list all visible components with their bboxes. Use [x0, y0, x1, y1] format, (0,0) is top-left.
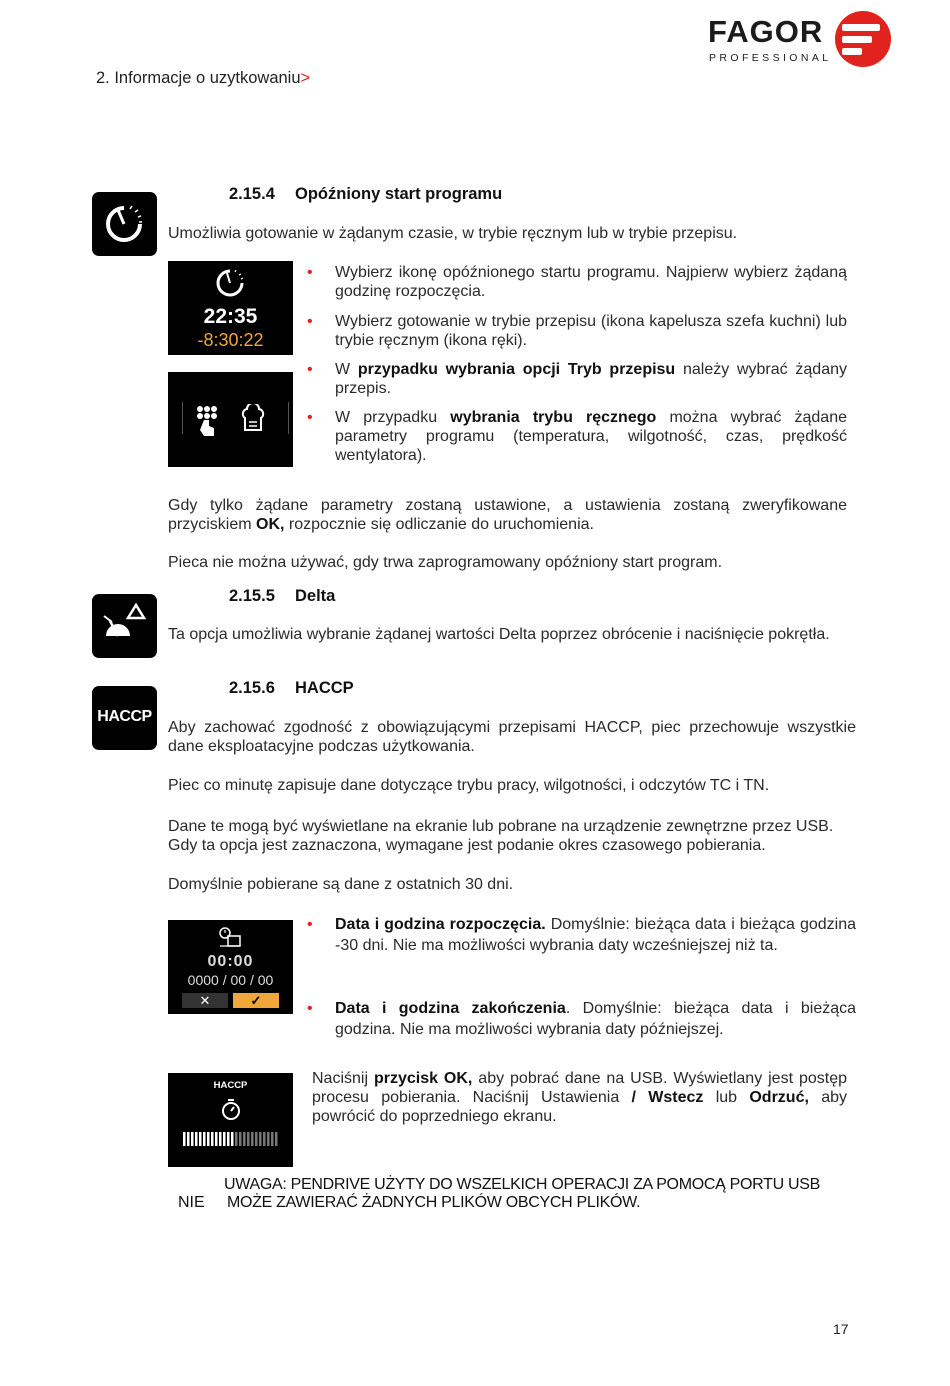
section-number: 2.15.6 [229, 679, 275, 697]
progress-tick [247, 1132, 250, 1146]
fagor-emblem-icon [834, 10, 892, 68]
text-bold: Odrzuć, [749, 1089, 809, 1106]
manual-hand-icon [195, 404, 219, 436]
list-item-text [335, 408, 847, 465]
oven-screen-delay [168, 261, 293, 355]
confirm-button[interactable]: ✓ [233, 993, 279, 1008]
screen-label: HACCP [213, 1080, 248, 1091]
section-title: Opóźniony start programu [295, 185, 503, 203]
text-bold: Data i godzina zakończenia [335, 1000, 566, 1017]
text-run: W przypadku [335, 409, 451, 426]
timer-icon [214, 267, 246, 299]
screen-divider [288, 402, 289, 434]
bullet-dot: • [307, 313, 313, 330]
text-run: aby pobrać dane na USB. Wyświetlany jest postęp procesu pobierania. Naciśnij Ustawienia [312, 1070, 847, 1106]
progress-tick [243, 1132, 246, 1146]
bullet-dot: • [307, 264, 313, 281]
progress-tick [251, 1132, 254, 1146]
paragraph [168, 496, 847, 534]
text-bold: Data i godzina rozpoczęcia. [335, 916, 546, 933]
fagor-logo [708, 10, 894, 70]
paragraph [312, 1069, 847, 1126]
download-progress-bar [183, 1132, 279, 1146]
warning-line-2: MOŻE ZAWIERAĆ ŻADNYCH PLIKÓW OBCYCH PLIKÓW. [227, 1194, 641, 1211]
breadcrumb [96, 69, 310, 88]
text-bold: wybrania trybu ręcznego [450, 409, 657, 426]
progress-tick [211, 1132, 214, 1146]
screen-time: 00:00 [207, 953, 254, 970]
paragraph: Piec co minutę zapisuje dane dotyczące trybu pracy, wilgotności, i odczytów TC i TN. [168, 777, 770, 794]
progress-tick [191, 1132, 194, 1146]
section-heading-delayed-start [229, 185, 502, 204]
section-title: HACCP [295, 679, 354, 697]
paragraph: Aby zachować zgodność z obowiązującymi przepisami HACCP, piec przechowuje wszystkie dane eksploatacyjne podczas użytkowania. [168, 719, 856, 755]
text-run: aby powrócić do poprzedniego ekranu. [312, 1089, 847, 1125]
breadcrumb-arrow: > [300, 69, 311, 87]
list-item-text: Wybierz ikonę opóźnionego startu programu. Najpierw wybierz żądaną godzinę rozpoczęcia. [335, 264, 847, 300]
text-run: W [335, 361, 358, 378]
list-item-text [335, 914, 856, 956]
screen-time: 22:35 [203, 305, 258, 328]
delayed-start-icon [92, 192, 157, 256]
logo-wordmark: FAGOR [708, 14, 824, 49]
progress-tick [239, 1132, 242, 1146]
warning-line-1: UWAGA: PENDRIVE UŻYTY DO WSZELKICH OPERACJI ZA POMOCĄ PORTU USB [224, 1176, 821, 1193]
screen-countdown: -8:30:22 [197, 330, 264, 350]
bullet-dot: • [307, 916, 313, 933]
text-bold: przypadku wybrania opcji Tryb przepisu [357, 361, 676, 378]
progress-tick [267, 1132, 270, 1146]
section-title: Delta [295, 587, 336, 605]
text-bold: przycisk OK, [373, 1070, 473, 1087]
breadcrumb-text: 2. Informacje o uzytkowaniu [96, 69, 301, 87]
logo-subtitle: PROFESSIONAL [709, 52, 832, 64]
bullet-dot: • [307, 1000, 313, 1017]
bullet-dot: • [307, 361, 313, 378]
oven-screen-haccp-progress [168, 1073, 293, 1167]
paragraph: Dane te mogą być wyświetlane na ekranie lub pobrane na urządzenie zewnętrzne przez USB. Gdy ta opcja jest zaznaczona, wymagane jest podanie okres czasowego pobierania. [168, 818, 834, 854]
paragraph: Pieca nie można używać, gdy trwa zaprogramowany opóźniony start program. [168, 554, 723, 571]
text-run: należy wybrać żądany przepis. [335, 361, 848, 397]
bullet-dot: • [307, 409, 313, 426]
section-heading-delta [229, 587, 335, 606]
list-item-text [335, 998, 856, 1040]
screen-date: 0000 / 00 / 00 [187, 972, 274, 988]
progress-tick [195, 1132, 198, 1146]
haccp-icon [92, 686, 157, 750]
oven-screen-mode [168, 372, 293, 467]
text-run: Gdy tylko żądane parametry zostaną ustawione, a ustawienia zostaną zweryfikowane przyciskiem [168, 497, 847, 533]
progress-tick [259, 1132, 262, 1146]
progress-tick [231, 1132, 234, 1146]
progress-tick [203, 1132, 206, 1146]
page-number: 17 [833, 1321, 849, 1337]
progress-tick [187, 1132, 190, 1146]
oven-screen-haccp-date [168, 920, 293, 1014]
progress-tick [199, 1132, 202, 1146]
text-run: rozpocznie się odliczanie do uruchomienia. [284, 516, 594, 533]
text-run: lub [703, 1089, 750, 1106]
warning-line-2-prefix: NIE [178, 1194, 205, 1211]
progress-tick [223, 1132, 226, 1146]
chef-hat-icon [240, 404, 266, 434]
text-run: Domyślnie: bieżąca data i bieżąca godzina -30 dni. Nie ma możliwości wybrania daty wcześniejszej niż ta. [335, 916, 856, 954]
progress-tick [227, 1132, 230, 1146]
list-item-text: Wybierz gotowanie w trybie przepisu (ikona kapelusza szefa kuchni) lub trybie ręcznym (ikona ręki). [335, 313, 847, 349]
progress-tick [271, 1132, 274, 1146]
section-intro: Umożliwia gotowanie w żądanym czasie, w trybie ręcznym lub w trybie przepisu. [168, 225, 738, 242]
stopwatch-icon [219, 1097, 243, 1121]
list-item-text [335, 360, 847, 398]
cancel-button[interactable]: ✕ [182, 993, 228, 1008]
text-run: Naciśnij [312, 1070, 374, 1087]
text-run: . Domyślnie: bieżąca data i bieżąca godzina. Nie ma możliwości wybrania daty późniejszej. [335, 1000, 857, 1038]
text-bold: OK, [256, 516, 285, 533]
haccp-icon-label: HACCP [97, 708, 152, 725]
progress-tick [219, 1132, 222, 1146]
progress-tick [215, 1132, 218, 1146]
calendar-clock-icon [218, 926, 242, 948]
paragraph: Domyślnie pobierane są dane z ostatnich 30 dni. [168, 876, 514, 893]
text-bold: / Wstecz [631, 1089, 704, 1106]
text-run: można wybrać żądane parametry programu (temperatura, wilgotność, czas, prędkość wentylatora). [335, 409, 848, 464]
paragraph: Ta opcja umożliwia wybranie żądanej wartości Delta poprzez obrócenie i naciśnięcie pokrętła. [168, 626, 830, 643]
progress-tick [275, 1132, 278, 1146]
progress-tick [263, 1132, 266, 1146]
section-number: 2.15.4 [229, 185, 275, 203]
delta-icon [92, 594, 157, 658]
progress-tick [207, 1132, 210, 1146]
section-number: 2.15.5 [229, 587, 275, 605]
progress-tick [255, 1132, 258, 1146]
section-heading-haccp [229, 679, 354, 698]
progress-tick [235, 1132, 238, 1146]
progress-tick [183, 1132, 186, 1146]
screen-divider [182, 402, 183, 434]
